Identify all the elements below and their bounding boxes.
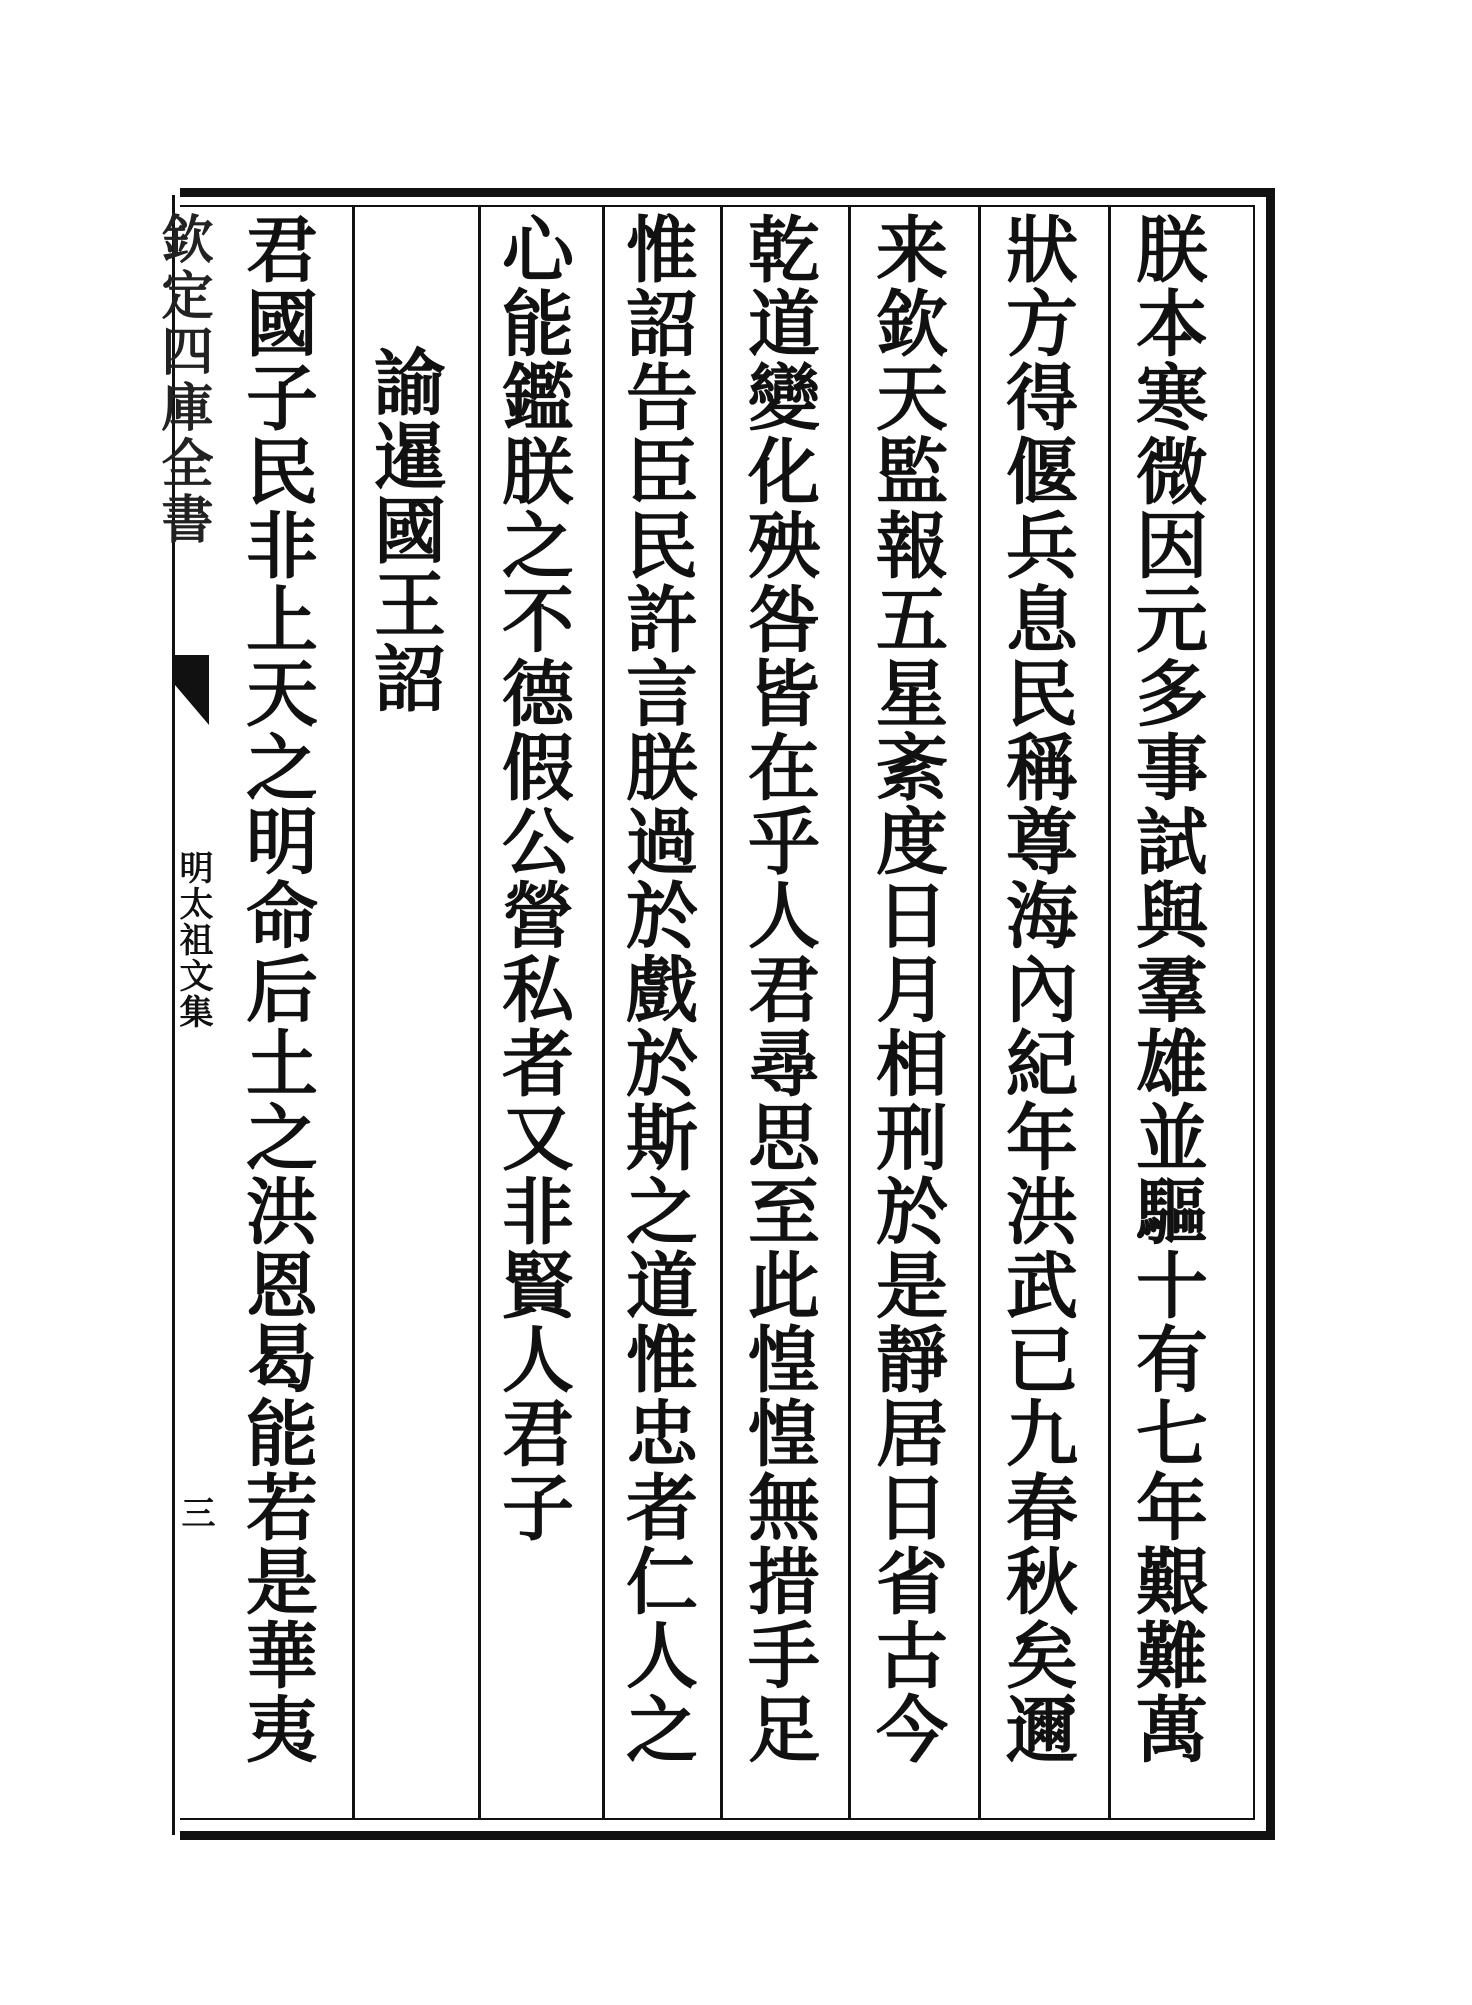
book-title: 明太祖文集 (173, 850, 213, 1030)
column-rule (602, 207, 605, 1818)
column-rule (478, 207, 481, 1818)
column-text: 狀方得偃兵息民稱尊海內紀年洪武已九春秋矣邇 (994, 212, 1079, 1766)
text-column (736, 212, 821, 1812)
column-rule (720, 207, 723, 1818)
column-text: 惟詔告臣民許言朕過於戲於斯之道惟忠者仁人之 (614, 212, 699, 1766)
library-name: 欽定四庫全書 (152, 212, 213, 548)
text-column (490, 212, 575, 1812)
text-column (864, 212, 949, 1812)
column-text: 心能鑑朕之不德假公營私者又非賢人君子 (490, 212, 575, 1544)
text-column (614, 212, 699, 1812)
text-column (1124, 212, 1209, 1812)
column-rule (1108, 207, 1111, 1818)
column-rule (352, 207, 355, 1818)
edict-title-column (362, 345, 447, 1945)
edict-title: 諭暹國王詔 (362, 345, 447, 715)
column-text: 朕本寒微因元多事試與羣雄並驅十有七年艱難萬 (1124, 212, 1209, 1766)
text-column (994, 212, 1079, 1812)
column-text: 来欽天監報五星紊度日月相刑於是靜居日省古今 (864, 212, 949, 1766)
column-rule (848, 207, 851, 1818)
column-text: 君國子民非上天之明命后土之洪恩曷能若是華夷 (234, 212, 319, 1766)
column-text: 乾道變化殃咎皆在乎人君尋思至此惶惶無措手足 (736, 212, 821, 1766)
column-rule (978, 207, 981, 1818)
text-column (234, 212, 319, 1812)
page-frame-inner (152, 205, 1255, 1820)
page-number: 三 (175, 1495, 215, 1529)
